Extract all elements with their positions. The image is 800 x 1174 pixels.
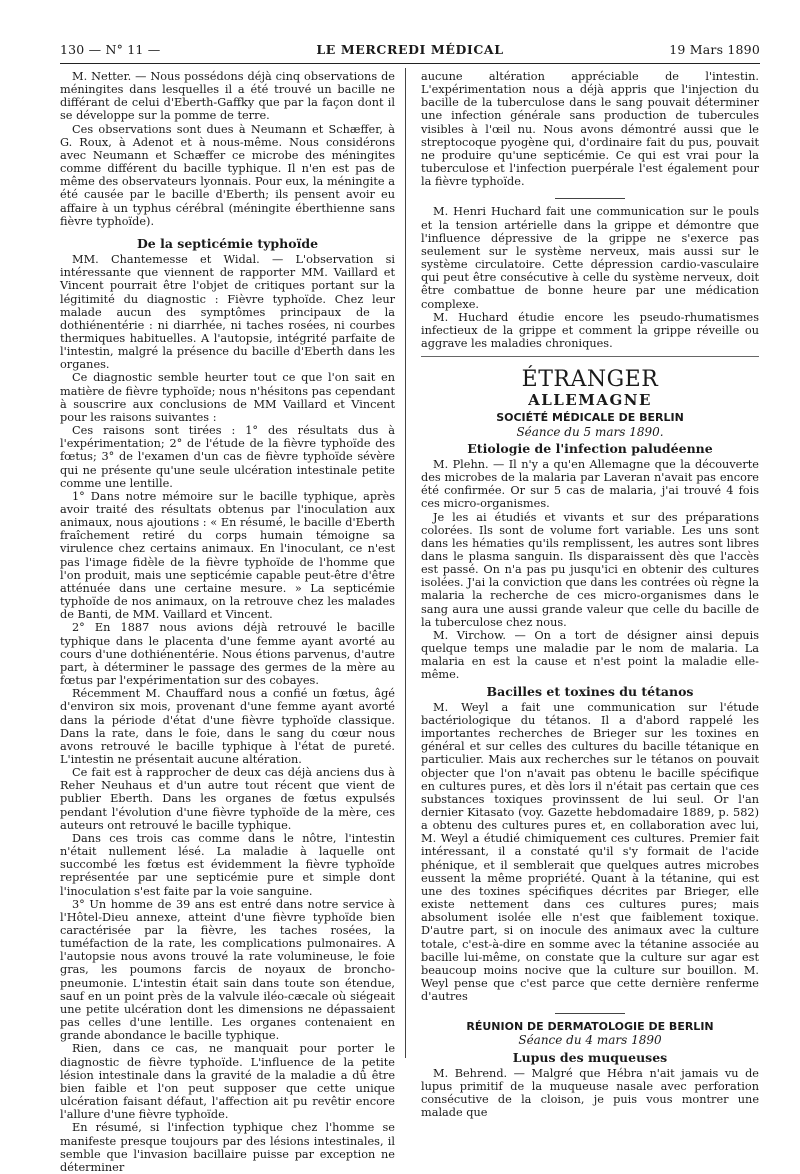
paragraph: M. Behrend. — Malgré que Hébra n'ait jamais vu de lupus primitif de la muqueuse nasale avec perforation consécutive de la cloison, je puis vous montrer une malade que bbox=[421, 1066, 759, 1120]
paragraph: Ce fait est à rapprocher de deux cas déjà anciens dus à Reher Neuhaus et d'un autre tout récent que vient de publier Eberth. Dans les organes de fœtus expulsés pendant l'évolution d'une fièvre typhoïde de la mère, ces auteurs ont retrouvé le bacille typhique. bbox=[60, 766, 395, 832]
country-heading: ALLEMAGNE bbox=[528, 391, 652, 410]
paragraph: Dans ces trois cas comme dans le nôtre, l'intestin n'était nullement lésé. La maladie à laquelle ont succombé les fœtus est évidemment la fièvre typhoïde représentée par une septicémie pure et simple dont l'inoculation s'est faite par la voie sanguine. bbox=[60, 831, 395, 898]
topic-heading: Etiologie de l'infection paludéenne bbox=[467, 440, 713, 456]
paragraph: 3° Un homme de 39 ans est entré dans notre service à l'Hôtel-Dieu annexe, atteint d'une fièvre typhoïde bien caractérisée par la fièvre, les taches rosées, la tuméfaction de la rate, les complications pulmonaires. A l'autopsie nous avons trouvé la rate volumineuse, le foie gras, les poumons farcis de noyaux de broncho-pneumonie. L'intestin était sain dans toute son étendue, sauf en un point près de la valvule iléo-cæcale où siégeait une petite ulcération dont les dimensions ne dépassaient pas celles d'une lentille. Les organes contenaient en grande abondance le bacille typhique. bbox=[60, 897, 395, 1043]
paragraph: Ces observations sont dues à Neumann et Schæffer, à G. Roux, à Adenot et à nous-même. Nous considérons avec Neumann et Schæffer ce microbe des méningites comme différent du bacille typhique. Il n'en est pas de même des observateurs lyonnais. Pour eux, la méningite a été causée par le bacille d'Eberth; ils pensent avoir eu affaire à un typhus cérébral (méningite éberthienne sans fièvre typhoïde). bbox=[60, 122, 395, 228]
society-heading: SOCIÉTÉ MÉDICALE DE BERLIN bbox=[496, 411, 684, 425]
paragraph: Récemment M. Chauffard nous a confié un fœtus, âgé d'environ six mois, provenant d'une femme ayant avorté dans la période d'état d'une fièvre typhoïde classique. Dans la rate, dans le foie, dans le sang du cœur nous avons retrouvé le bacille typhique à l'état de pureté. L'intestin ne présentait aucune altération. bbox=[60, 687, 395, 766]
issue-date: 19 Mars 1890 bbox=[669, 42, 760, 57]
section-heading: De la septicémie typhoïde bbox=[136, 235, 319, 251]
session-date: Séance du 5 mars 1890. bbox=[516, 424, 664, 439]
topic-heading: Lupus des muqueuses bbox=[512, 1049, 668, 1065]
section-divider bbox=[421, 356, 759, 357]
paragraph: 2° En 1887 nous avions déjà retrouvé le bacille typhique dans le placenta d'une femme ayant avorté au cours d'une dothiénentérie. Nous étions parvenus, d'autre part, à déterminer le passage des germes de la mère au fœtus par l'expérimentation sur des cobayes. bbox=[60, 621, 395, 688]
session-date: Séance du 4 mars 1890 bbox=[518, 1033, 662, 1048]
paragraph: aucune altération appréciable de l'intestin. L'expérimentation nous a déjà appris que l'injection du bacille de la tuberculose dans le sang pouvait déterminer une infection générale sans production de tubercules visibles à l'œil nu. Nous avons démontré aussi que le streptocoque pyogène qui, d'ordinaire fait du pus, pouvait ne produire qu'une septicémie. Ce qui est vrai pour la tuberculose et l'infection puerpérale l'est également pour la fièvre typhoïde. bbox=[421, 70, 759, 189]
paragraph: M. Plehn. — Il n'y a qu'en Allemagne que la découverte des microbes de la malaria par Laveran n'avait pas encore été confirmée. Or sur 5 cas de malaria, j'ai trouvé 4 fois ces micro-organismes. bbox=[421, 457, 759, 511]
running-head bbox=[60, 42, 760, 60]
topic-heading: Bacilles et toxines du tétanos bbox=[486, 683, 694, 699]
header-rule bbox=[60, 63, 760, 64]
page-number: 130 — N° 11 — bbox=[60, 42, 161, 57]
journal-title: LE MERCREDI MÉDICAL bbox=[316, 42, 504, 57]
paragraph: Ce diagnostic semble heurter tout ce que l'on sait en matière de fièvre typhoïde; nous n'hésitons pas cependant à souscrire aux conclusions de MM Vaillard et Vincent pour les raisons suivantes : bbox=[60, 371, 395, 424]
section-heading-etranger: ÉTRANGER bbox=[521, 367, 659, 393]
paragraph: En résumé, si l'infection typhique chez l'homme se manifeste presque toujours par des lésions intestinales, il semble que l'invasion bacillaire puisse par exception ne déterminer bbox=[60, 1121, 395, 1174]
paragraph: M. Henri Huchard fait une communication sur le pouls et la tension artérielle dans la grippe et démontre que l'influence dépressive de la grippe ne s'exerce pas seulement sur le système nerveux, mais aussi sur le système circulatoire. Cette dépression cardio-vasculaire qui peut être consécutive à celle du système nerveux, doit être combattue de bonne heure par une médication complexe. bbox=[421, 205, 759, 311]
section-divider bbox=[555, 198, 625, 199]
paragraph: M. Netter. — Nous possédons déjà cinq observations de méningites dans lesquelles il a été trouvé un bacille ne différant de celui d'Eberth-Gaffky que par la façon dont il se développe sur la pomme de terre. bbox=[60, 70, 395, 123]
section-divider bbox=[555, 1013, 625, 1014]
paragraph: M. Virchow. — On a tort de désigner ainsi depuis quelque temps une maladie par le nom de malaria. La malaria en est la cause et n'est point la maladie elle-même. bbox=[421, 628, 759, 682]
paragraph: Rien, dans ce cas, ne manquait pour porter le diagnostic de fièvre typhoïde. L'influence de la petite lésion intestinale dans la gravité de la maladie a dû être bien faible et l'on peut supposer que cette unique ulcération faisant défaut, l'affection ait pu revêtir encore l'allure d'une fièvre typhoïde. bbox=[60, 1042, 395, 1122]
paragraph: M. Weyl a fait une communication sur l'étude bactériologique du tétanos. Il a d'abord rappelé les importantes recherches de Brieger sur les toxines en général et sur celles des cultures du bacille tétanique en particulier. Mais aux recherches sur le tétanos on pouvait objecter que l'on n'avait pas obtenu le bacille spécifique en cultures pures, et dès lors il n'était pas certain que ces substances toxiques provinssent de lui seul. Or l'an dernier Kitasato (voy. Gazette hebdomadaire 1889, p. 582) a obtenu des cultures pures et, en collaboration avec lui, M. Weyl a étudié chimiquement ces cultures. Premier fait intéressant, il a constaté qu'il s'y formait de l'acide phénique, et il semblerait que quelques autres microbes eussent la même propriété. Quant à la tétanine, qui est une des toxines spécifiques décrites par Brieger, elle existe nettement dans ces cultures pures; mais absolument isolée elle n'est que faiblement toxique. D'autre part, si on inocule des animaux avec la culture totale, c'est-à-dire en somme avec la tétanine associée au bacille lui-même, on constate que la culture sur agar est beaucoup moins nocive que la culture sur bouillon. M. Weyl pense que c'est parce que cette dernière renferme d'autres bbox=[421, 700, 759, 1004]
paragraph: MM. Chantemesse et Widal. — L'observation si intéressante que viennent de rapporter MM. Vaillard et Vincent pourrait être l'objet de critiques portant sur la légitimité du diagnostic : Fièvre typhoïde. Chez leur malade aucun des symptômes principaux de la dothiénentérie : ni diarrhée, ni taches rosées, ni courbes thermiques habituelles. A l'autopsie, intégrité parfaite de l'intestin, malgré la présence du bacille d'Eberth dans les organes. bbox=[60, 253, 395, 372]
left-column bbox=[60, 70, 395, 1174]
paragraph: Ces raisons sont tirées : 1° des résultats dus à l'expérimentation; 2° de l'étude de la fièvre typhoïde des fœtus; 3° de l'examen d'un cas de fièvre typhoïde sévère qui ne présente qu'une seule ulcération intestinale petite comme une lentille. bbox=[60, 424, 395, 490]
society-heading: RÉUNION DE DERMATOLOGIE DE BERLIN bbox=[466, 1020, 714, 1034]
column-rule bbox=[405, 68, 406, 1058]
paragraph: Je les ai étudiés et vivants et sur des préparations colorées. Ils sont de volume fort variable. Les uns sont dans les hématies qu'ils remplissent, les autres sont libres dans le plasma sanguin. Ils disparaissent dès que l'accès est passé. On n'a pas pu jusqu'ici en obtenir des cultures isolées. J'ai la conviction que dans les contrées où règne la malaria la recherche de ces micro-organismes dans le sang aura une aussi grande valeur que celle du bacille de la tuberculose chez nous. bbox=[421, 510, 759, 629]
right-column bbox=[421, 70, 759, 1119]
paragraph: M. Huchard étudie encore les pseudo-rhumatismes infectieux de la grippe et comment la grippe réveille ou aggrave les maladies chroniques. bbox=[421, 310, 759, 350]
paragraph: 1° Dans notre mémoire sur le bacille typhique, après avoir traité des résultats obtenus par l'inoculation aux animaux, nous ajoutions : « En résumé, le bacille d'Eberth fraîchement retiré du corps humain témoigne sa virulence chez certains animaux. En l'inoculant, ce n'est pas l'image fidèle de la fièvre typhoïde de l'homme que l'on produit, mais une septicémie capable peut-être d'être atténuée dans une certaine mesure. » La septicémie typhoïde de nos animaux, on la retrouve chez les malades de Banti, de MM. Vaillard et Vincent. bbox=[60, 489, 395, 622]
